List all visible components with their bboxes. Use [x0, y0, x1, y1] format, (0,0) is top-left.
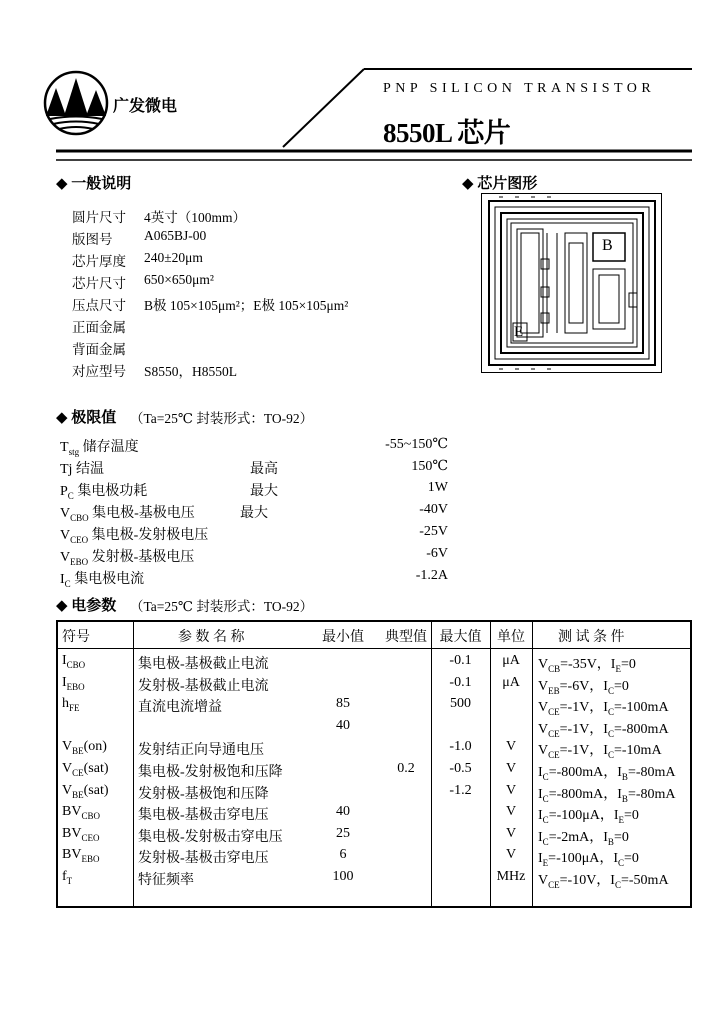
spec-label: 圆片尺寸: [72, 210, 126, 225]
rating-value: -6V: [426, 546, 448, 561]
row-symbol: $h_{FE}$: [62, 696, 80, 713]
rating-note: 最大: [240, 506, 268, 521]
row-unit: μA: [502, 675, 520, 690]
max-ratings-list: [60, 436, 452, 589]
row-unit: μA: [502, 653, 520, 668]
header-symbol: 符号: [62, 630, 90, 645]
spec-label: 背面金属: [72, 342, 126, 357]
spec-value: A065BJ-00: [144, 228, 207, 243]
rating-note: 最高: [250, 462, 278, 477]
row-parameter-name: 特征频率: [138, 873, 194, 888]
company-name: 广发微电: [113, 98, 178, 115]
row-max: -1.2: [449, 783, 472, 798]
row-max: -0.5: [449, 761, 472, 776]
model-title: 8550L 芯片: [383, 118, 511, 148]
rating-value: 1W: [427, 480, 448, 495]
rating-param: $V_{CBO}$ 集电极-基极电压: [60, 506, 195, 523]
rating-param: $I_C$ 集电极电流: [60, 572, 145, 589]
spec-label: 对应型号: [72, 364, 126, 379]
rating-value: -55~150℃: [385, 437, 448, 452]
row-symbol: $I_{CBO}$: [62, 653, 86, 670]
row-test-condition: $V_{CB}=-35V$，$I_E=0$: [538, 657, 636, 674]
row-max: 500: [450, 696, 471, 711]
section-layout-heading: ◆ 芯片图形: [462, 176, 538, 192]
section-max-ratings-heading: ◆ 极限值: [56, 410, 117, 426]
chip-layout-drawing: [481, 193, 662, 373]
rating-value: -40V: [419, 502, 448, 517]
row-min: 85: [336, 696, 350, 711]
electrical-condition: （Ta=25℃ 封装形式：TO-92）: [130, 599, 314, 614]
row-typ: 0.2: [397, 761, 415, 776]
row-unit: V: [505, 804, 517, 819]
rating-value: -25V: [419, 524, 448, 539]
spec-label: 压点尺寸: [72, 298, 126, 313]
header-parameter-name: 参 数 名 称: [178, 630, 245, 645]
rating-value: -1.2A: [415, 568, 448, 583]
row-symbol: $I_{EBO}$: [62, 675, 85, 692]
row-parameter-name: 发射极-基极截止电流: [138, 679, 269, 694]
row-test-condition: $I_C=-800mA$，$I_B=-80mA$: [538, 765, 676, 782]
chip-pad-b-label: B: [602, 237, 613, 254]
spec-label: 芯片厚度: [72, 254, 126, 269]
row-test-condition: $V_{CE}=-1V$，$I_C=-100mA$: [538, 700, 669, 717]
row-test-condition: $I_E=-100\mu A$，$I_C=0$: [538, 851, 639, 868]
spec-label: 正面金属: [72, 320, 126, 335]
rating-param: $V_{CEO}$ 集电极-发射极电压: [60, 528, 209, 545]
row-parameter-name: 直流电流增益: [138, 700, 222, 715]
row-min: 100: [332, 869, 354, 884]
spec-label: 版图号: [72, 232, 113, 247]
row-test-condition: $V_{EB}=-6V$，$I_C=0$: [538, 679, 629, 696]
spec-row: [72, 206, 126, 226]
row-parameter-name: 集电极-基极截止电流: [138, 657, 269, 672]
header-unit: 单位: [497, 630, 525, 645]
row-unit: V: [505, 761, 517, 776]
row-min: 40: [336, 804, 350, 819]
row-symbol: $BV_{CBO}$: [62, 804, 100, 821]
row-symbol: $BV_{EBO}$: [62, 847, 100, 864]
row-unit: MHz: [496, 869, 526, 884]
row-parameter-name: 发射极-基极击穿电压: [138, 851, 269, 866]
product-subtitle: PNP SILICON TRANSISTOR: [383, 81, 656, 96]
row-unit: V: [505, 739, 517, 754]
row-max: -0.1: [449, 675, 472, 690]
spec-value: 240±20μm: [144, 250, 203, 265]
spec-value: S8550，H8550L: [144, 364, 238, 379]
row-test-condition: $V_{CE}=-1V$，$I_C=-10mA$: [538, 743, 662, 760]
row-unit: V: [505, 847, 517, 862]
row-unit: V: [505, 826, 517, 841]
row-parameter-name: 集电极-发射极饱和压降: [138, 765, 283, 780]
row-test-condition: $V_{CE}=-1V$，$I_C=-800mA$: [538, 722, 669, 739]
row-test-condition: $I_C=-100\mu A$，$I_E=0$: [538, 808, 639, 825]
chip-pad-e-label: E: [514, 324, 524, 340]
row-symbol: $f_T$: [62, 869, 73, 886]
spec-label: 芯片尺寸: [72, 276, 126, 291]
spec-value: 4英寸（100mm）: [144, 210, 247, 225]
row-symbol: $BV_{CEO}$: [62, 826, 100, 843]
row-parameter-name: 集电极-基极击穿电压: [138, 808, 269, 823]
row-symbol: $V_{BE}(sat)$: [62, 783, 109, 800]
rating-param: $T_{stg}$ 储存温度: [60, 440, 139, 457]
row-parameter-name: 集电极-发射极击穿电压: [138, 830, 283, 845]
row-unit: V: [505, 783, 517, 798]
row-min: 25: [336, 826, 350, 841]
spec-value: 650×650μm²: [144, 272, 214, 287]
row-max: -1.0: [449, 739, 472, 754]
row-min: 40: [336, 718, 350, 733]
rating-param: $P_C$ 集电极功耗: [60, 484, 148, 501]
row-test-condition: $I_C=-800mA$，$I_B=-80mA$: [538, 787, 676, 804]
chip-layout-diagram: [481, 193, 662, 373]
rating-value: 150℃: [411, 459, 448, 474]
rating-param: $V_{EBO}$ 发射极-基极电压: [60, 550, 195, 567]
max-ratings-condition: （Ta=25℃ 封装形式：TO-92）: [130, 411, 314, 426]
row-test-condition: $I_C=-2mA$，$I_B=0$: [538, 830, 629, 847]
row-symbol: $V_{CE}(sat)$: [62, 761, 109, 778]
header-typ: 典型值: [385, 630, 427, 645]
row-parameter-name: 发射极-基极饱和压降: [138, 787, 269, 802]
row-parameter-name: 发射结正向导通电压: [138, 743, 264, 758]
rating-param: Tj 结温: [60, 462, 104, 477]
header-test-condition: 测 试 条 件: [558, 630, 625, 645]
row-symbol: $V_{BE}(on)$: [62, 739, 107, 756]
header-max: 最大值: [439, 630, 482, 645]
header-min: 最小值: [322, 630, 364, 645]
row-min: 6: [339, 847, 347, 862]
electrical-table: [56, 620, 692, 908]
rating-note: 最大: [250, 484, 278, 499]
row-test-condition: $V_{CE}=-10V$，$I_C=-50mA$: [538, 873, 669, 890]
row-max: -0.1: [449, 653, 472, 668]
section-electrical-heading: ◆ 电参数: [56, 598, 117, 614]
spec-value: B极 105×105μm²；E极 105×105μm²: [144, 298, 349, 313]
section-general-heading: ◆ 一般说明: [56, 176, 132, 192]
